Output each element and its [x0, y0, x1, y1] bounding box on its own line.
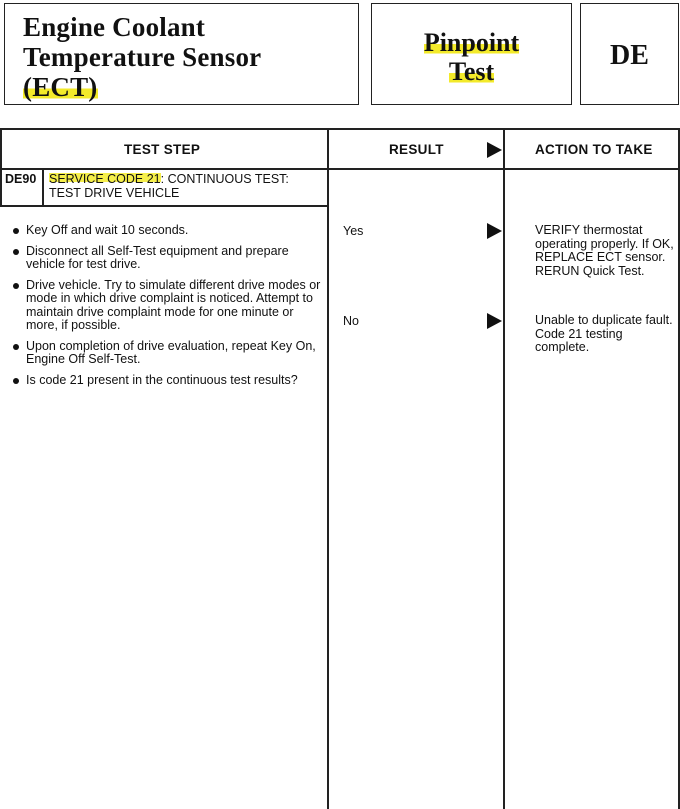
list-item: Key Off and wait 10 seconds.: [12, 224, 322, 238]
title-line-2: Temperature Sensor: [23, 42, 262, 72]
column-header-action: ACTION TO TAKE: [535, 142, 653, 157]
pinpoint-box: [371, 3, 572, 105]
title-line-3: (ECT): [23, 72, 98, 102]
arrow-right-icon: [487, 223, 502, 239]
header-bottom-border: [0, 168, 680, 170]
section-code: DE: [610, 40, 649, 71]
step-id-divider: [42, 168, 44, 206]
pinpoint-label: [372, 28, 571, 86]
arrow-right-icon: [487, 313, 502, 329]
result-no: No: [343, 314, 359, 328]
step-title-line-2: TEST DRIVE VEHICLE: [49, 186, 180, 200]
list-item: Drive vehicle. Try to simulate different drive modes or mode in which drive complaint is noticed. Attempt to maintain drive complaint mode for one minute or more, if possible.: [12, 279, 322, 333]
page-title: [23, 12, 261, 102]
step-title: [49, 172, 324, 200]
pinpoint-line-1: Pinpoint: [423, 28, 520, 57]
step-title-highlight: SERVICE CODE 21: [49, 172, 161, 186]
pinpoint-line-2: Test: [448, 57, 495, 86]
action-yes: VERIFY thermostat operating properly. If OK, REPLACE ECT sensor. RERUN Quick Test.: [535, 223, 674, 278]
list-item: Upon completion of drive evaluation, repeat Key On, Engine Off Self-Test.: [12, 340, 322, 367]
result-yes: Yes: [343, 224, 364, 238]
column-header-result: RESULT: [389, 142, 444, 157]
list-item: Disconnect all Self-Test equipment and prepare vehicle for test drive.: [12, 245, 322, 272]
title-line-1: Engine Coolant: [23, 12, 206, 42]
list-item: Is code 21 present in the continuous test results?: [12, 374, 322, 388]
table-right-border: [678, 128, 680, 809]
title-box: [4, 3, 359, 105]
step-title-bottom-border: [0, 205, 328, 207]
column-header-test-step: TEST STEP: [124, 142, 201, 157]
step-id: DE90: [5, 172, 37, 186]
action-no: Unable to duplicate fault. Code 21 testing complete.: [535, 313, 673, 354]
column-divider-2: [503, 128, 505, 809]
table-left-border: [0, 128, 2, 206]
step-instructions: [12, 224, 322, 394]
column-divider-1: [327, 128, 329, 809]
result-arrow-icon: [487, 142, 502, 158]
table-top-border: [0, 128, 680, 130]
step-title-rest: : CONTINUOUS TEST:: [160, 172, 289, 186]
section-code-box: [580, 3, 679, 105]
